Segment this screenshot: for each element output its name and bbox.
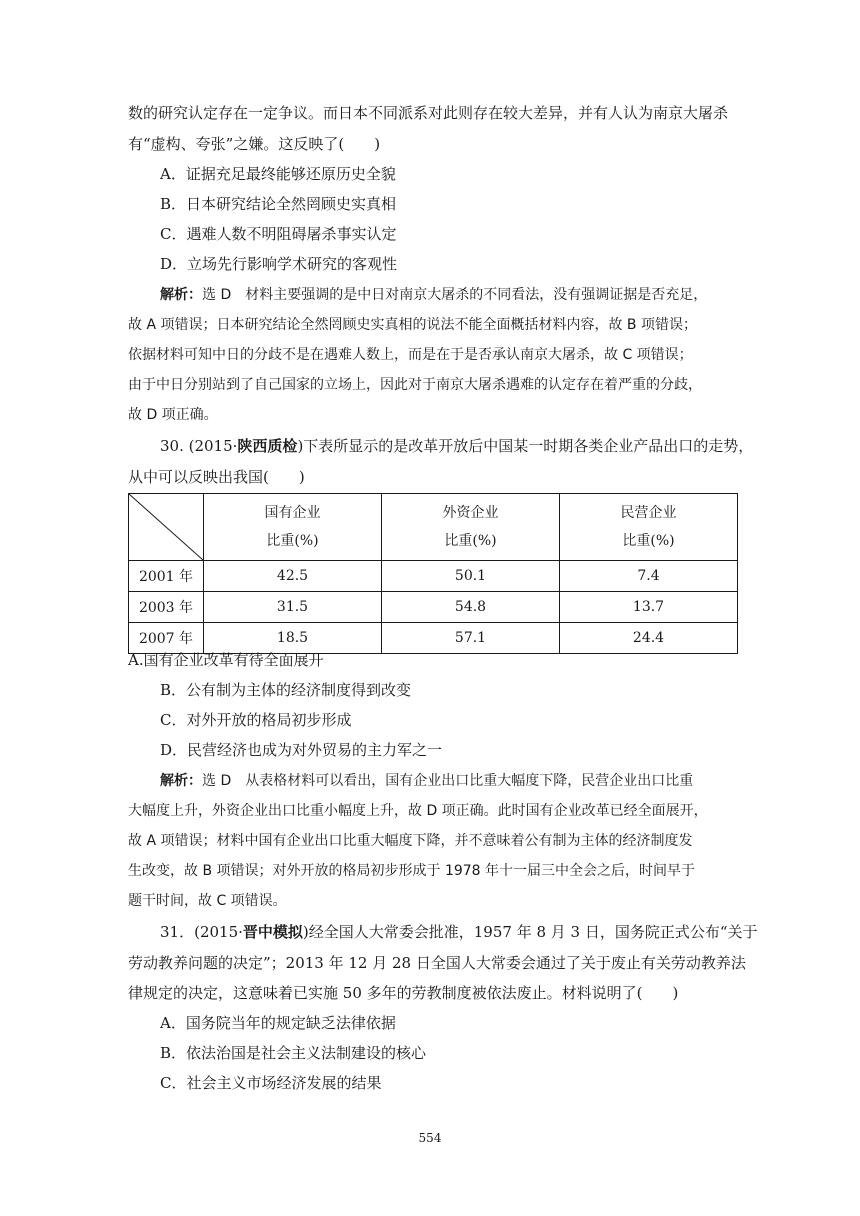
table-row (129, 592, 738, 623)
page-number: 554 (418, 1131, 442, 1145)
header-name: 民营企业 (620, 505, 677, 521)
q31-stem-line-3: 律规定的决定，这意味着已实施 50 多年的劳教制度被依法废止。材料说明了( ) (128, 984, 679, 1002)
q29-explanation-line-5: 故 D 项正确。 (128, 407, 218, 423)
row-year: 2001 年 (129, 561, 204, 592)
q29-explanation-line-2: 故 A 项错误；日本研究结论全然罔顾史实真相的说法不能全面概括材料内容，故 B 项错误； (128, 317, 697, 333)
q30-option-a: A.国有企业改革有待全面展开 (128, 651, 324, 669)
header-name: 外资企业 (442, 505, 499, 521)
q31-stem-line-2: 劳动教养问题的决定”；2013 年 12 月 28 日全国人大常委会通过了关于废止有关劳动教养法 (128, 954, 746, 972)
q31-stem-line-1 (160, 922, 758, 942)
header-unit: 比重(%) (266, 533, 319, 549)
table-cell: 57.1 (382, 623, 560, 654)
table-cell: 54.8 (382, 592, 560, 623)
q31-option-a: A．国务院当年的规定缺乏法律依据 (160, 1014, 396, 1032)
diagonal-line (129, 494, 203, 560)
table-header-row (129, 494, 738, 561)
q30-explanation-line-1 (160, 771, 693, 791)
q30-stem-line-2: 从中可以反映出我国( ) (128, 468, 305, 486)
q31-number: 31．(2015· (160, 923, 243, 941)
table-cell: 18.5 (204, 623, 382, 654)
table-header-cell (382, 494, 560, 561)
q30-stem-text: )下表所显示的是改革开放后中国某一时期各类企业产品出口的走势， (297, 437, 754, 455)
row-year: 2007 年 (129, 623, 204, 654)
table-cell: 42.5 (204, 561, 382, 592)
explanation-text: 选 D 从表格材料可以看出，国有企业出口比重大幅度下降，民营企业出口比重 (202, 773, 694, 789)
q30-explanation-line-5: 题干时间，故 C 项错误。 (128, 893, 287, 909)
q30-option-c: C．对外开放的格局初步形成 (160, 711, 352, 729)
table-cell: 13.7 (560, 592, 738, 623)
q31-source: 晋中模拟 (242, 923, 303, 941)
q30-explanation-line-3: 故 A 项错误；材料中国有企业出口比重大幅度下降，并不意味着公有制为主体的经济制度发 (128, 833, 693, 849)
header-unit: 比重(%) (444, 533, 497, 549)
q29-stem-line-1: 数的研究认定存在一定争议。而日本不同派系对此则存在较大差异，并有人认为南京大屠杀 (128, 104, 729, 122)
table-cell: 24.4 (560, 623, 738, 654)
q30-source: 陕西质检 (237, 437, 298, 455)
row-year: 2003 年 (129, 592, 204, 623)
q29-option-c: C．遇难人数不明阻碍屠杀事实认定 (160, 225, 397, 243)
q30-stem-line-1 (160, 436, 753, 456)
table-row (129, 623, 738, 654)
q31-option-c: C．社会主义市场经济发展的结果 (160, 1074, 382, 1092)
header-unit: 比重(%) (622, 533, 675, 549)
q30-option-d: D．民营经济也成为对外贸易的主力军之一 (160, 741, 443, 759)
q29-option-a: A．证据充足最终能够还原历史全貌 (160, 165, 396, 183)
table-cell: 31.5 (204, 592, 382, 623)
q29-explanation-line-4: 由于中日分别站到了自己国家的立场上，因此对于南京大屠杀遇难的认定存在着严重的分歧， (128, 377, 702, 393)
explanation-text: 选 D 材料主要强调的是中日对南京大屠杀的不同看法，没有强调证据是否充足， (202, 287, 708, 303)
q29-option-d: D．立场先行影响学术研究的客观性 (160, 255, 398, 273)
q31-option-b: B．依法治国是社会主义法制建设的核心 (160, 1044, 427, 1062)
table-header-cell (560, 494, 738, 561)
table-cell: 7.4 (560, 561, 738, 592)
q30-option-b: B．公有制为主体的经济制度得到改变 (160, 681, 412, 699)
q29-option-b: B．日本研究结论全然罔顾史实真相 (160, 195, 397, 213)
table-row (129, 561, 738, 592)
table-corner-cell (129, 494, 204, 561)
export-share-table (128, 493, 738, 654)
q30-number: 30. (2015· (160, 437, 238, 455)
q29-stem-line-2: 有“虚构、夸张”之嫌。这反映了( ) (128, 135, 381, 153)
q31-stem-text: )经全国人大常委会批准，1957 年 8 月 3 日，国务院正式公布“关于 (302, 923, 758, 941)
explanation-label: 解析： (160, 287, 202, 303)
explanation-label: 解析： (160, 773, 202, 789)
q30-explanation-line-4: 生改变，故 B 项错误；对外开放的格局初步形成于 1978 年十一届三中全会之后，时间早于 (128, 863, 696, 879)
table-cell: 50.1 (382, 561, 560, 592)
table-header-cell (204, 494, 382, 561)
q29-explanation-line-1 (160, 285, 707, 305)
q29-explanation-line-3: 依据材料可知中日的分歧不是在遇难人数上，而是在于是否承认南京大屠杀，故 C 项错误； (128, 347, 693, 363)
header-name: 国有企业 (264, 505, 321, 521)
q30-explanation-line-2: 大幅度上升，外资企业出口比重小幅度上升，故 D 项正确。此时国有企业改革已经全面展开， (128, 803, 708, 819)
